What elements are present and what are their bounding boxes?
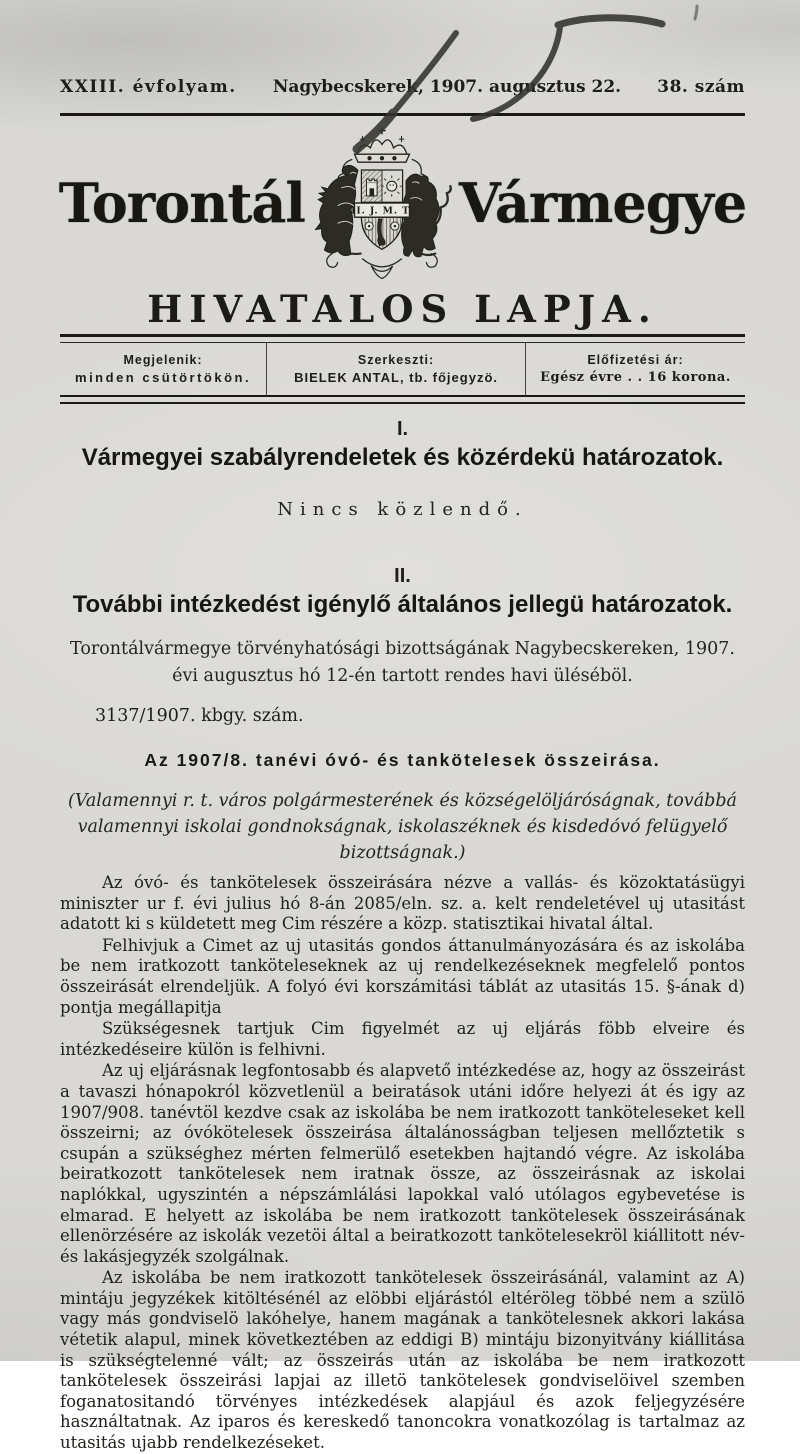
article-body [60,873,745,1454]
place-and-date: Nagybecskerek, 1907. augusztus 22. [272,77,622,97]
masthead-title-right: Vármegye [458,171,747,235]
castle-icon [366,179,377,196]
editor-info [266,343,526,395]
subscription-info [526,343,745,395]
crown-icon [354,128,409,163]
article-paragraph: Az iskolába be nem iratkozott tankötelesek összeirásánál, valamint az A) mintáju jegyzékek kitöltésénél az elöbbi eljárástól eltéröleg többé nem a szülö vagy más gondviselö lakóhelye, hanem magának a tankötelesnek akkori lakása vétetik alapul, minek következtében az eddigi B) mintáju bizonyitvány kiállitása is szükségtelenné vált; az összeirás után az iskolába be nem iratkozott tankötelesek összeirási lapjai az illetö tankötelesek gondviselöivel szemben foganatositandó törvényes intézkedések alapjául és azok feljegyzésére használtatnak. Az iparos és kereskedő tanoncokra vonatkozólag is tartalmaz az utasitás ujabb rendelkezéseket. [60,1268,745,1453]
editor-label: Szerkeszti: [357,353,435,367]
article-addressees: (Valamennyi r. t. város polgármesterének és községelöljáróságnak, továbbá valamennyi iskolai gondnokságnak, iskolaszéknek és kisdedóvó felügyelő bizottságnak.) [68,791,737,863]
section-2 [60,564,745,1454]
subtitle-rule [60,334,745,343]
decree-reference-number: 3137/1907. kbgy. szám. [95,706,304,726]
section-2-number: II. [394,565,411,587]
publication-label: Megjelenik: [123,353,203,367]
article-paragraph: Az óvó- és tankötelesek összeirására nézve a vallás- és közoktatásügyi miniszter ur f. évi julius hó 8-án 2085/eln. sz. a. kelt rendeletével uj utasitást adatott ki s küldetett meg Cim részére a közp. statisztikai hivatal által. [60,873,745,934]
publication-schedule [60,343,266,395]
article-paragraph: Az uj eljárásnak legfontosabb és alapvető intézkedése az, hogy az összeirást a tavaszi hónapokról közvetlenül a beiratások utáni időre helyezi át és igy az 1907/908. tanévtöl kezdve csak az iskolába be nem iratkozott tanköteleseket kell összeirni; az óvókötelesek összeirása általánosságban teljesen mellőztetik s csupán a szükséghez mérten felmerülő esetekben hajtandó végre. Az iskolába beiratkozott tankötelesek nem iratnak össze, az összeirásnak az iskolai naplókkal, ugyszintén a népszámlálási lapokkal való utólagos egybevetése is elmarad. E helyett az iskolába be nem iratkozott tankötelesek összeirásának ellenörzésére az iskolák vezetöi által a beiratkozott tankötelesekröl kiállitott név- és lakásjegyzék szolgálnak. [60,1061,745,1266]
article-title: Az 1907/8. tanévi óvó- és tankötelesek összeirása. [144,750,661,770]
dateline-rule [60,113,745,116]
masthead-title-left: Torontál [58,171,305,235]
masthead-subtitle: HIVATALOS LAPJA. [147,287,658,331]
session-intro: Torontálvármegye törvényhatósági bizottságának Nagybecskereken, 1907. évi augusztus hó 12-én tartott rendes havi üléséböl. [70,639,735,686]
article-paragraph: Felhivjuk a Cimet az uj utasitás gondos áttanulmányozására és az iskolába be nem iratkozott tanköteleseknek az uj rendelkezéseknek megfelelő pontos összeirását elrendeljük. A folyó évi korszámitási táblát az utasitás 15. §-ának d) pontja megállapitja [60,935,745,1017]
crest-monogram: II. J. M. T. [351,205,413,217]
county-coat-of-arms [311,119,453,287]
section-1-body: Nincs közlendő. [277,499,528,520]
section-2-title: További intézkedést igénylő általános jellegü határozatok. [72,591,733,618]
subscription-price: Egész évre . . 16 korona. [540,370,731,385]
section-1-number: I. [396,418,409,440]
publication-value: minden csütörtökön. [75,370,252,385]
editor-name: BIELEK ANTAL, tb. főjegyzö. [294,370,498,385]
article-paragraph: Szükségesnek tartjuk Cim figyelmét az uj eljárás föbb elveire és intézkedéseire külön is felhivni. [60,1019,745,1059]
imprint-rule [60,395,745,404]
issue-number: 38. szám [657,77,745,97]
subscription-label: Előfizetési ár: [587,353,684,367]
volume-number: XXIII. évfolyam. [60,77,237,97]
imprint-bar [60,343,745,395]
section-1-title: Vármegyei szabályrendeletek és közérdekü határozatok. [81,444,724,471]
dateline [60,0,745,98]
section-1 [60,417,745,520]
masthead [60,119,745,287]
